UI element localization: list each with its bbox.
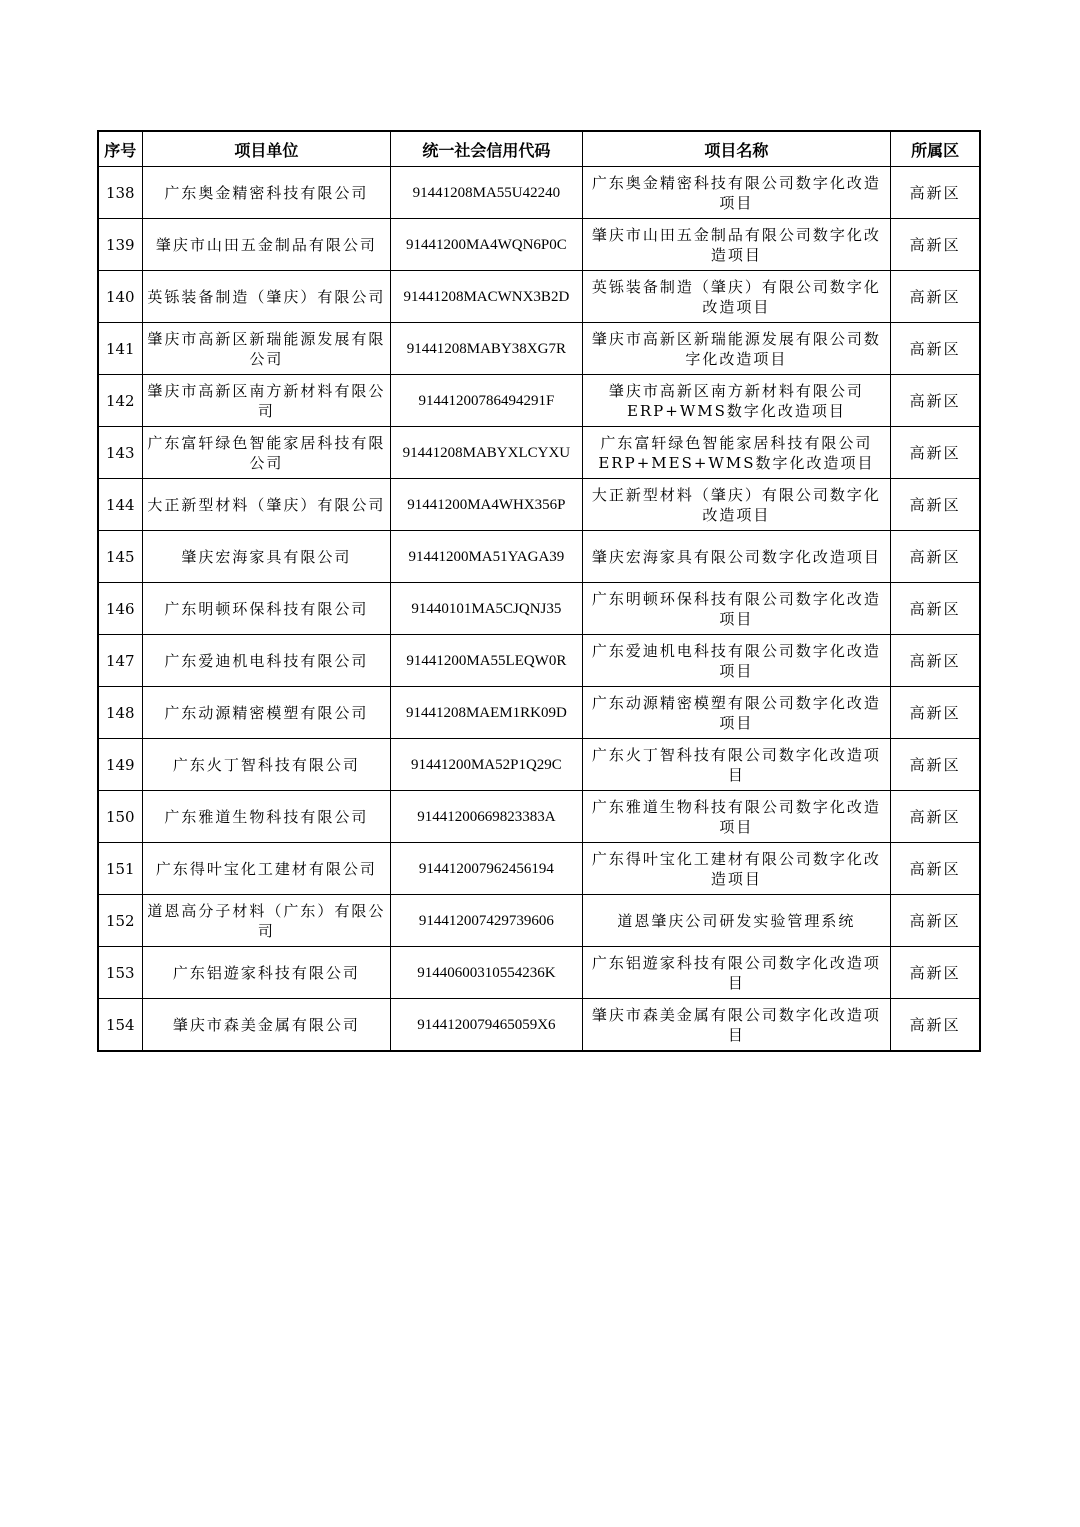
table-row [98,739,980,791]
district-cell: 高新区 [891,167,980,219]
project-name-cell: 广东动源精密模塑有限公司数字化改造项目 [582,687,891,739]
project-unit-cell: 广东雅道生物科技有限公司 [142,791,391,843]
table-row [98,323,980,375]
project-name-cell: 肇庆市山田五金制品有限公司数字化改造项目 [582,219,891,271]
serial-no-cell: 143 [98,427,142,479]
project-name-cell: 广东雅道生物科技有限公司数字化改造项目 [582,791,891,843]
district-cell: 高新区 [891,635,980,687]
project-unit-cell: 肇庆市山田五金制品有限公司 [142,219,391,271]
project-table [97,130,981,1052]
project-unit-cell: 道恩高分子材料（广东）有限公司 [142,895,391,947]
header-district: 所属区 [891,131,980,167]
credit-code-cell: 91441200MA52P1Q29C [391,739,582,791]
district-cell: 高新区 [891,791,980,843]
district-cell: 高新区 [891,843,980,895]
credit-code-cell: 91441200MA4WQN6P0C [391,219,582,271]
project-unit-cell: 广东奥金精密科技有限公司 [142,167,391,219]
serial-no-cell: 154 [98,999,142,1052]
project-unit-cell: 肇庆市森美金属有限公司 [142,999,391,1052]
district-cell: 高新区 [891,219,980,271]
district-cell: 高新区 [891,999,980,1052]
serial-no-cell: 149 [98,739,142,791]
table-row [98,219,980,271]
district-cell: 高新区 [891,479,980,531]
project-name-cell: 肇庆市高新区南方新材料有限公司ERP+WMS数字化改造项目 [582,375,891,427]
project-unit-cell: 广东动源精密模塑有限公司 [142,687,391,739]
serial-no-cell: 140 [98,271,142,323]
district-cell: 高新区 [891,739,980,791]
credit-code-cell: 91441200MA55LEQW0R [391,635,582,687]
table-body [98,167,980,1052]
serial-no-cell: 141 [98,323,142,375]
project-name-cell: 广东爱迪机电科技有限公司数字化改造项目 [582,635,891,687]
project-name-cell: 肇庆市高新区新瑞能源发展有限公司数字化改造项目 [582,323,891,375]
table-row [98,271,980,323]
credit-code-cell: 91441200MA51YAGA39 [391,531,582,583]
project-name-cell: 广东明顿环保科技有限公司数字化改造项目 [582,583,891,635]
project-name-cell: 肇庆市森美金属有限公司数字化改造项目 [582,999,891,1052]
project-unit-cell: 广东铝遊家科技有限公司 [142,947,391,999]
project-unit-cell: 肇庆宏海家具有限公司 [142,531,391,583]
table-row [98,687,980,739]
credit-code-cell: 91441200MA4WHX356P [391,479,582,531]
table-row [98,375,980,427]
table-row [98,947,980,999]
credit-code-cell: 91440600310554236K [391,947,582,999]
project-name-cell: 大正新型材料（肇庆）有限公司数字化改造项目 [582,479,891,531]
header-serial-no: 序号 [98,131,142,167]
header-project-name: 项目名称 [582,131,891,167]
credit-code-cell: 91441208MABY38XG7R [391,323,582,375]
project-unit-cell: 肇庆市高新区新瑞能源发展有限公司 [142,323,391,375]
district-cell: 高新区 [891,323,980,375]
project-name-cell: 肇庆宏海家具有限公司数字化改造项目 [582,531,891,583]
serial-no-cell: 139 [98,219,142,271]
serial-no-cell: 148 [98,687,142,739]
serial-no-cell: 138 [98,167,142,219]
district-cell: 高新区 [891,375,980,427]
serial-no-cell: 153 [98,947,142,999]
project-name-cell: 广东奥金精密科技有限公司数字化改造项目 [582,167,891,219]
project-unit-cell: 英铄装备制造（肇庆）有限公司 [142,271,391,323]
serial-no-cell: 144 [98,479,142,531]
project-name-cell: 广东得叶宝化工建材有限公司数字化改造项目 [582,843,891,895]
project-unit-cell: 大正新型材料（肇庆）有限公司 [142,479,391,531]
district-cell: 高新区 [891,271,980,323]
project-unit-cell: 广东明顿环保科技有限公司 [142,583,391,635]
project-unit-cell: 广东爱迪机电科技有限公司 [142,635,391,687]
project-unit-cell: 广东火丁智科技有限公司 [142,739,391,791]
project-name-cell: 广东火丁智科技有限公司数字化改造项目 [582,739,891,791]
header-credit-code: 统一社会信用代码 [391,131,582,167]
table-row [98,167,980,219]
serial-no-cell: 147 [98,635,142,687]
table-header [98,131,980,167]
serial-no-cell: 145 [98,531,142,583]
credit-code-cell: 91441200669823383A [391,791,582,843]
project-name-cell: 广东铝遊家科技有限公司数字化改造项目 [582,947,891,999]
table-row [98,999,980,1052]
serial-no-cell: 146 [98,583,142,635]
credit-code-cell: 91441208MABYXLCYXU [391,427,582,479]
table-row [98,479,980,531]
credit-code-cell: 91441208MA55U42240 [391,167,582,219]
credit-code-cell: 91441208MACWNX3B2D [391,271,582,323]
table-row [98,635,980,687]
table-row [98,583,980,635]
credit-code-cell: 914412007429739606 [391,895,582,947]
header-row [98,131,980,167]
serial-no-cell: 151 [98,843,142,895]
district-cell: 高新区 [891,895,980,947]
serial-no-cell: 142 [98,375,142,427]
project-unit-cell: 广东得叶宝化工建材有限公司 [142,843,391,895]
project-unit-cell: 肇庆市高新区南方新材料有限公司 [142,375,391,427]
table-row [98,791,980,843]
table-row [98,531,980,583]
credit-code-cell: 91441200786494291F [391,375,582,427]
credit-code-cell: 91441208MAEM1RK09D [391,687,582,739]
district-cell: 高新区 [891,947,980,999]
table-row [98,427,980,479]
project-unit-cell: 广东富轩绿色智能家居科技有限公司 [142,427,391,479]
district-cell: 高新区 [891,687,980,739]
table-row [98,895,980,947]
credit-code-cell: 9144120079465059X6 [391,999,582,1052]
credit-code-cell: 91440101MA5CJQNJ35 [391,583,582,635]
project-name-cell: 道恩肇庆公司研发实验管理系统 [582,895,891,947]
credit-code-cell: 914412007962456194 [391,843,582,895]
table-row [98,843,980,895]
serial-no-cell: 150 [98,791,142,843]
district-cell: 高新区 [891,427,980,479]
district-cell: 高新区 [891,583,980,635]
header-project-unit: 项目单位 [142,131,391,167]
project-name-cell: 广东富轩绿色智能家居科技有限公司ERP+MES+WMS数字化改造项目 [582,427,891,479]
project-name-cell: 英铄装备制造（肇庆）有限公司数字化改造项目 [582,271,891,323]
serial-no-cell: 152 [98,895,142,947]
district-cell: 高新区 [891,531,980,583]
